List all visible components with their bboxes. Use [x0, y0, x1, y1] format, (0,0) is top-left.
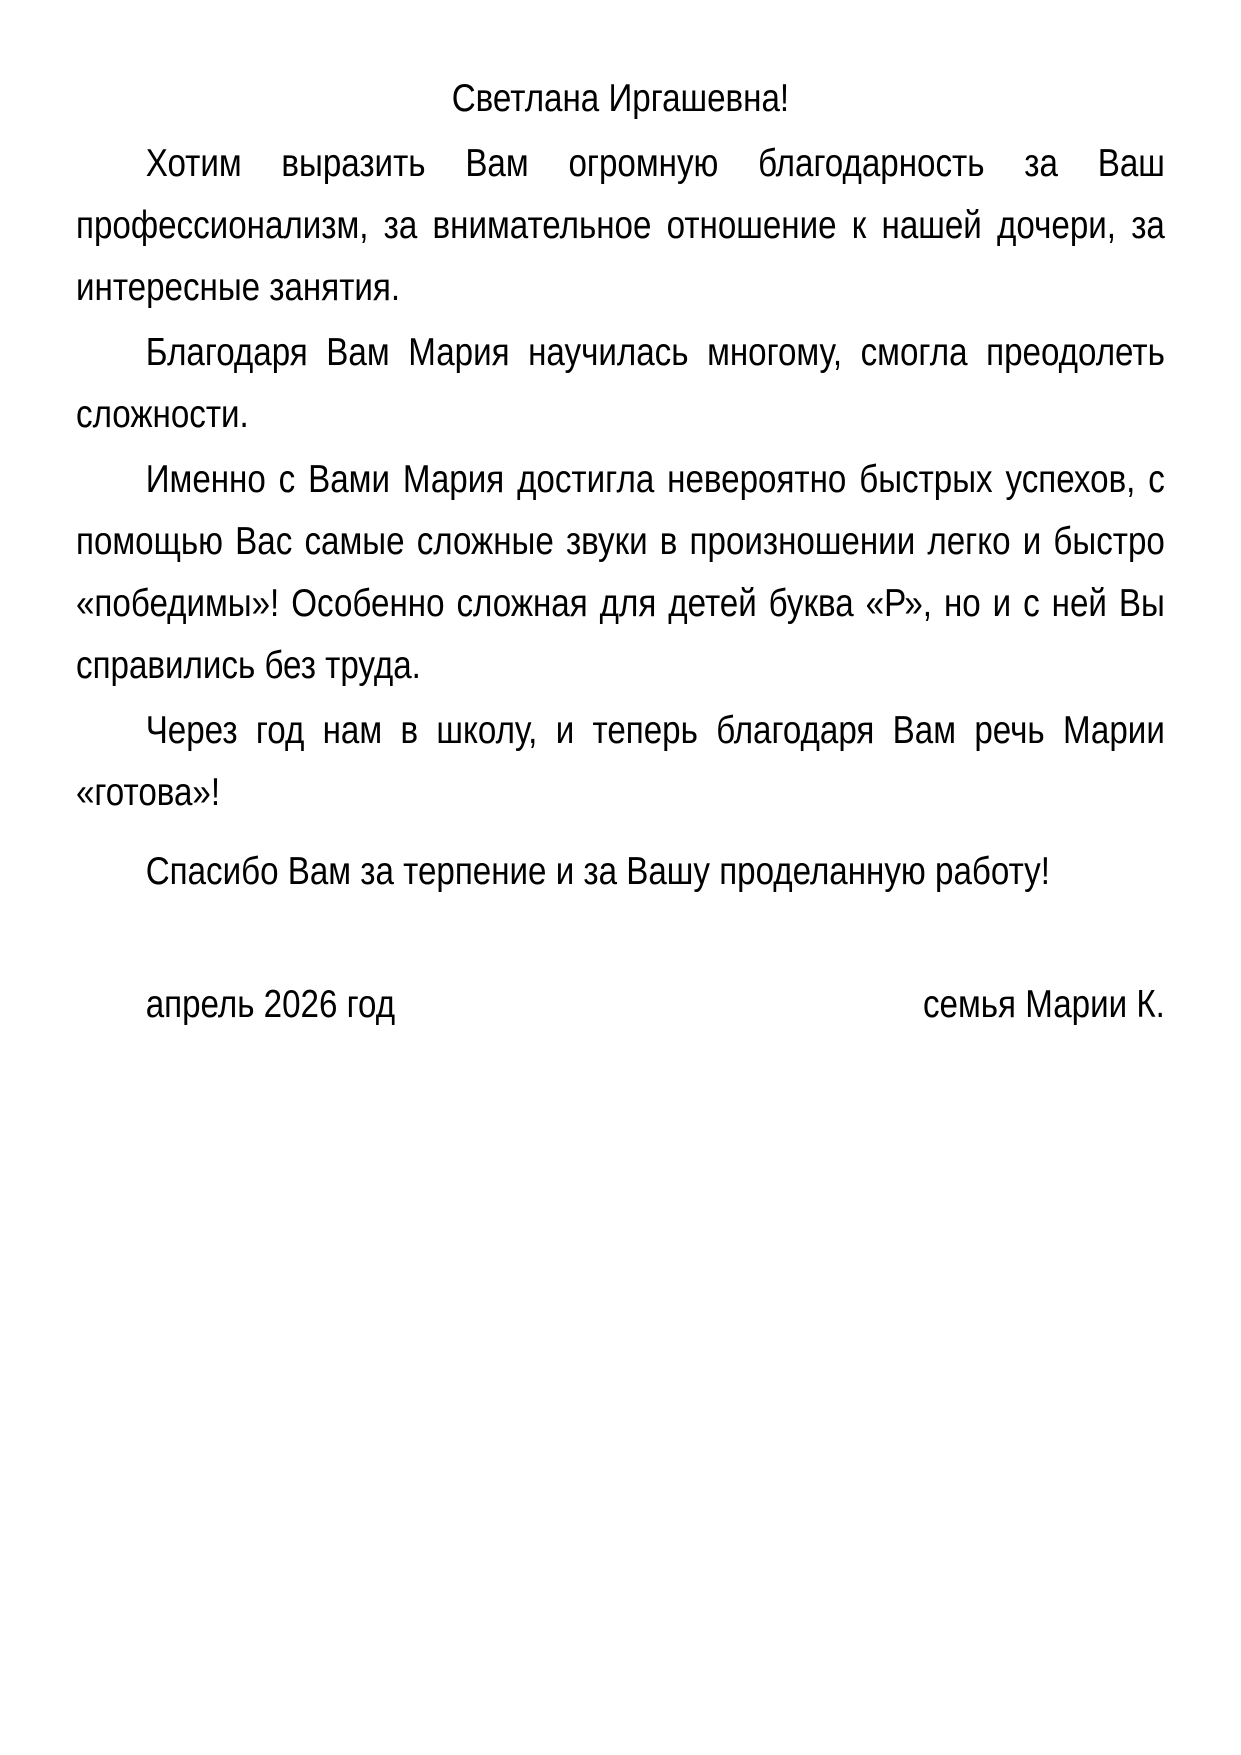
signature-author: семья Марии К. [922, 983, 1165, 1026]
paragraph-progress: Благодаря Вам Мария научилась многому, смогла преодолеть сложности. [76, 331, 1165, 436]
paragraph-success: Именно с Вами Мария достигла невероятно быстрых успехов, с помощью Вас самые сложные звуки в произношении легко и быстро «победимы»! Особенно сложная для детей буква «Р», но и с ней Вы справились без труда. [76, 458, 1165, 687]
letter-title: Светлана Иргашевна! [451, 77, 790, 120]
paragraph-school: Через год нам в школу, и теперь благодаря Вам речь Марии «готова»! [76, 709, 1165, 814]
letter-content [76, 68, 1165, 1036]
signature-row [76, 974, 1165, 1036]
paragraph-thanks: Спасибо Вам за терпение и за Вашу проделанную работу! [145, 850, 1050, 893]
paragraph-gratitude: Хотим выразить Вам огромную благодарность за Ваш профессионализм, за внимательное отношение к нашей дочери, за интересные занятия. [76, 142, 1165, 309]
signature-date: апрель 2026 год [145, 983, 396, 1026]
